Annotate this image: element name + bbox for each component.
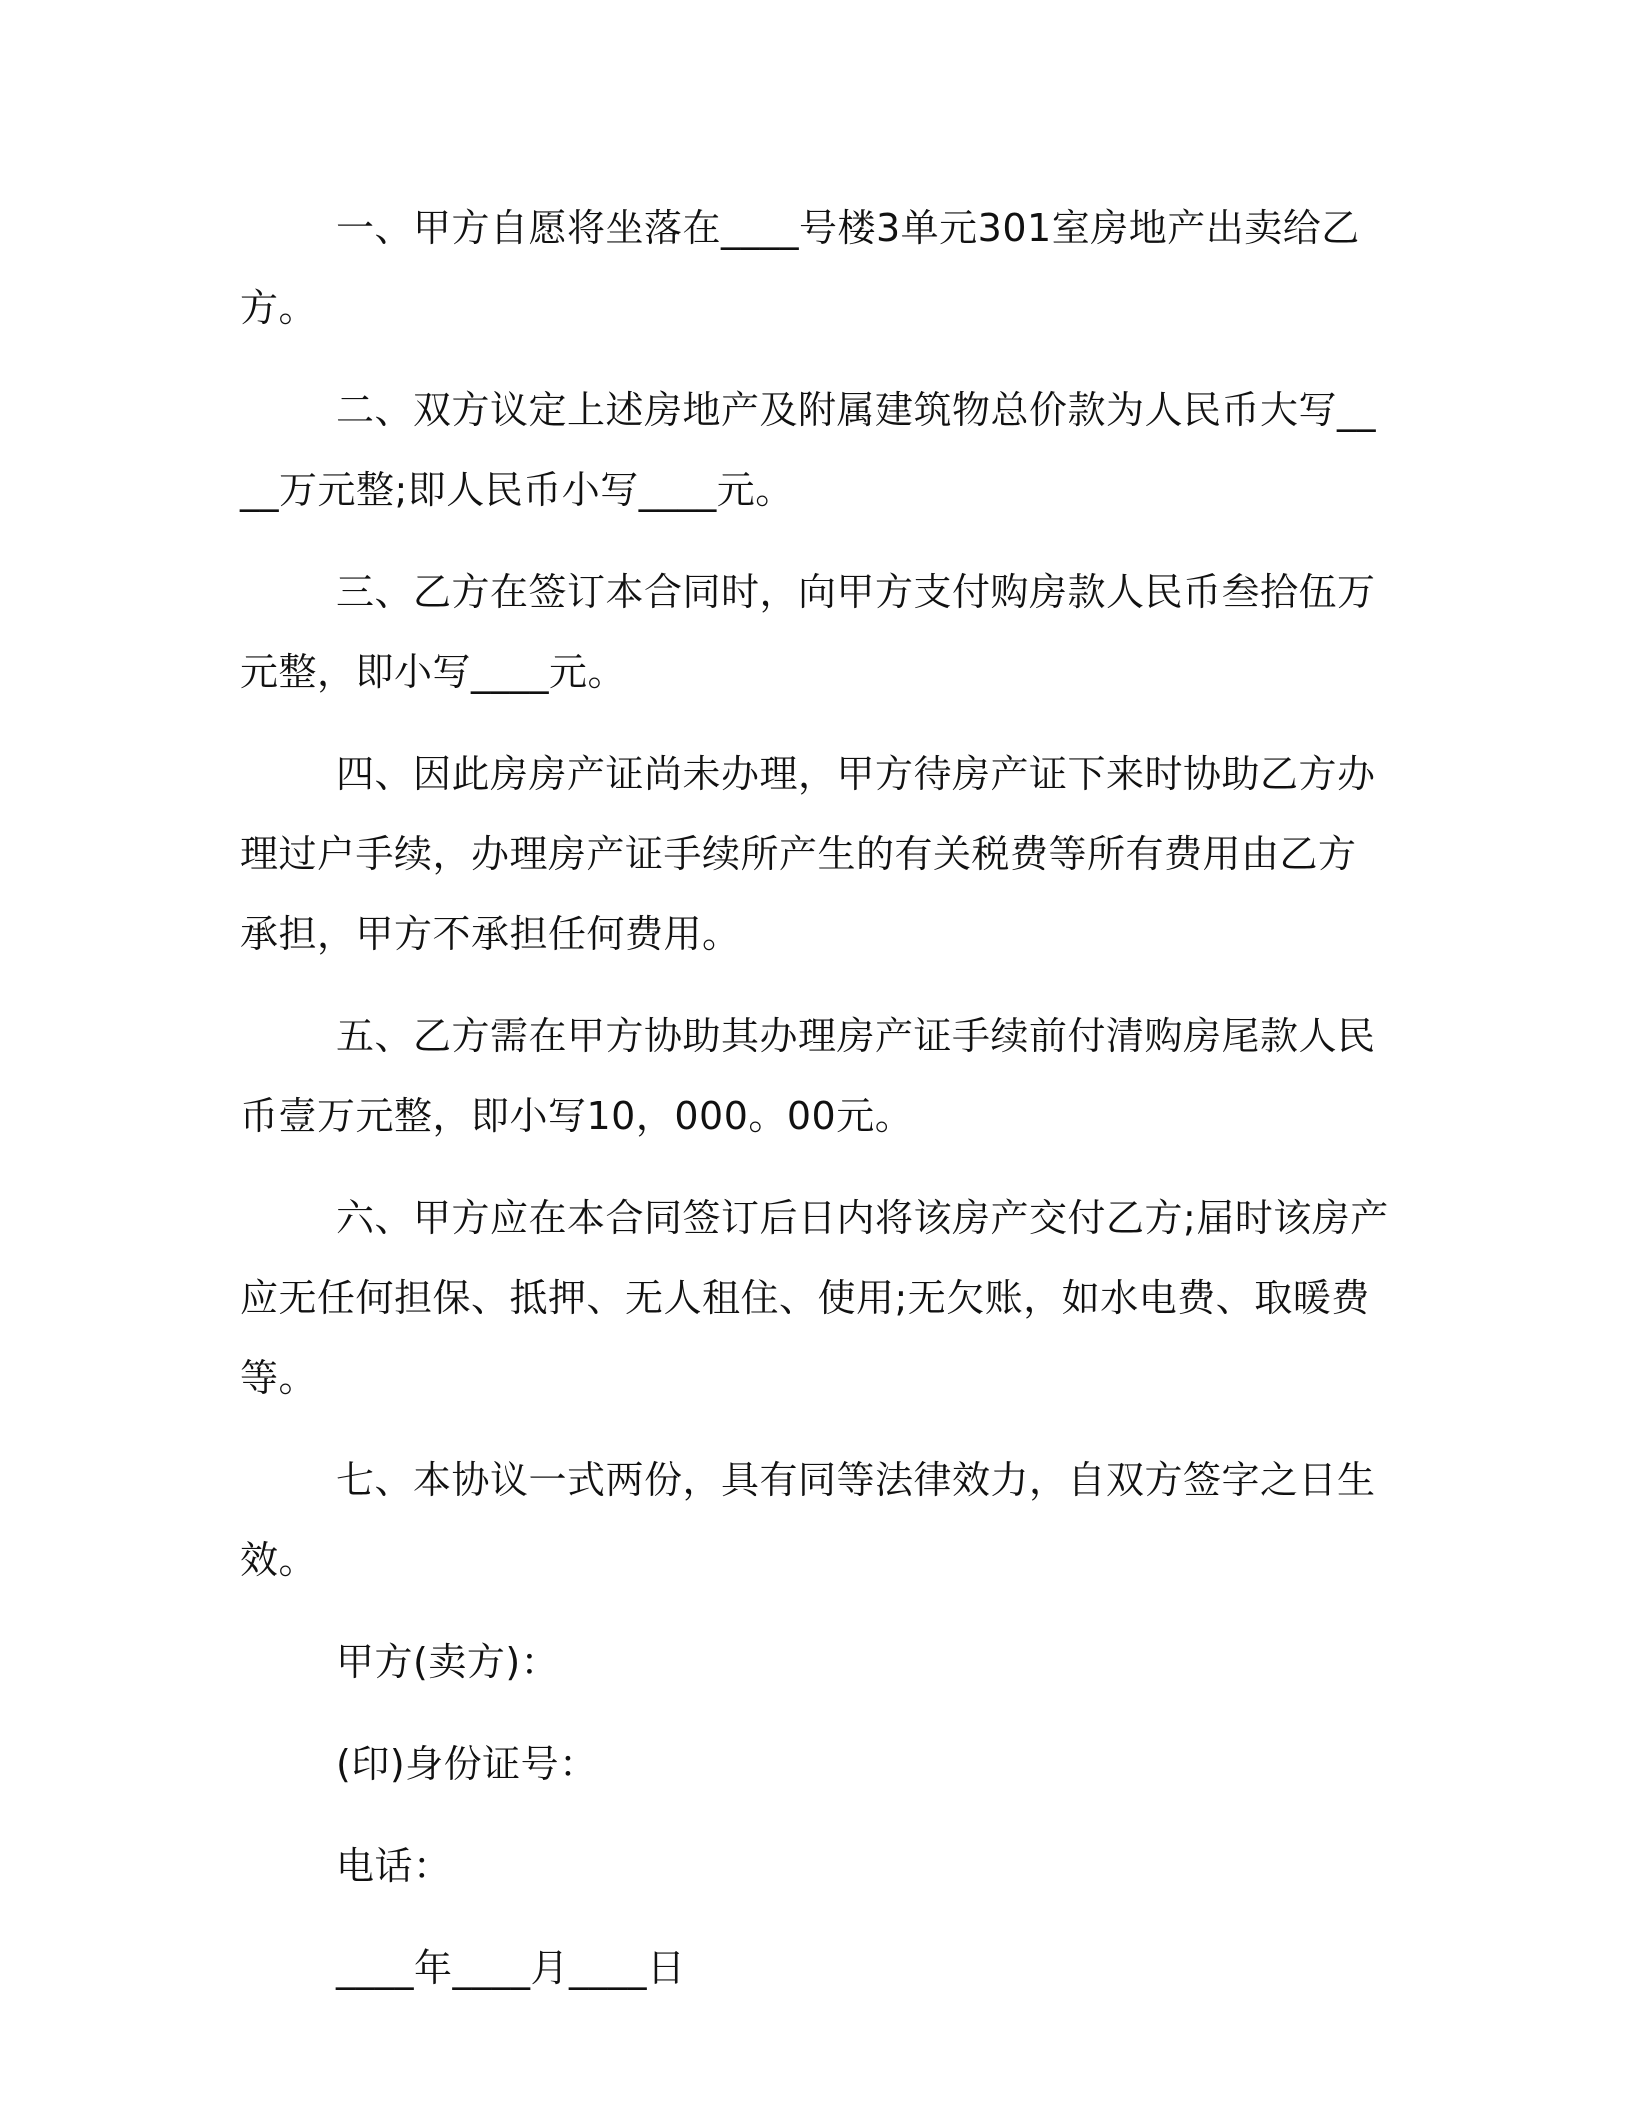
clause-4: 四、因此房房产证尚未办理，甲方待房产证下来时协助乙方办理过户手续，办理房产证手续所产生的有关税费等所有费用由乙方承担，甲方不承担任何费用。 (240, 752, 1376, 956)
clause-3: 三、乙方在签订本合同时，向甲方支付购房款人民币叁拾伍万元整，即小写____元。 (240, 570, 1376, 694)
clause-2: 二、双方议定上述房地产及附属建筑物总价款为人民币大写____万元整;即人民币小写____元。 (240, 388, 1377, 512)
clause-7: 七、本协议一式两份，具有同等法律效力，自双方签字之日生效。 (240, 1458, 1376, 1582)
date-line: ____年____月____日 (336, 1946, 686, 1990)
contract-body (240, 188, 1392, 2008)
seller-label: 甲方(卖方)： (336, 1640, 560, 1684)
clause-1: 一、甲方自愿将坐落在____号楼3单元301室房地产出卖给乙方。 (240, 206, 1360, 330)
seal-id-label: (印)身份证号： (336, 1742, 598, 1786)
phone-label: 电话： (336, 1844, 452, 1888)
signature-block (240, 1622, 1392, 2008)
clause-5: 五、乙方需在甲方协助其办理房产证手续前付清购房尾款人民币壹万元整，即小写10，000。00元。 (240, 1014, 1376, 1138)
clause-6: 六、甲方应在本合同签订后日内将该房产交付乙方;届时该房产应无任何担保、抵押、无人租住、使用;无欠账，如水电费、取暖费等。 (240, 1196, 1389, 1400)
